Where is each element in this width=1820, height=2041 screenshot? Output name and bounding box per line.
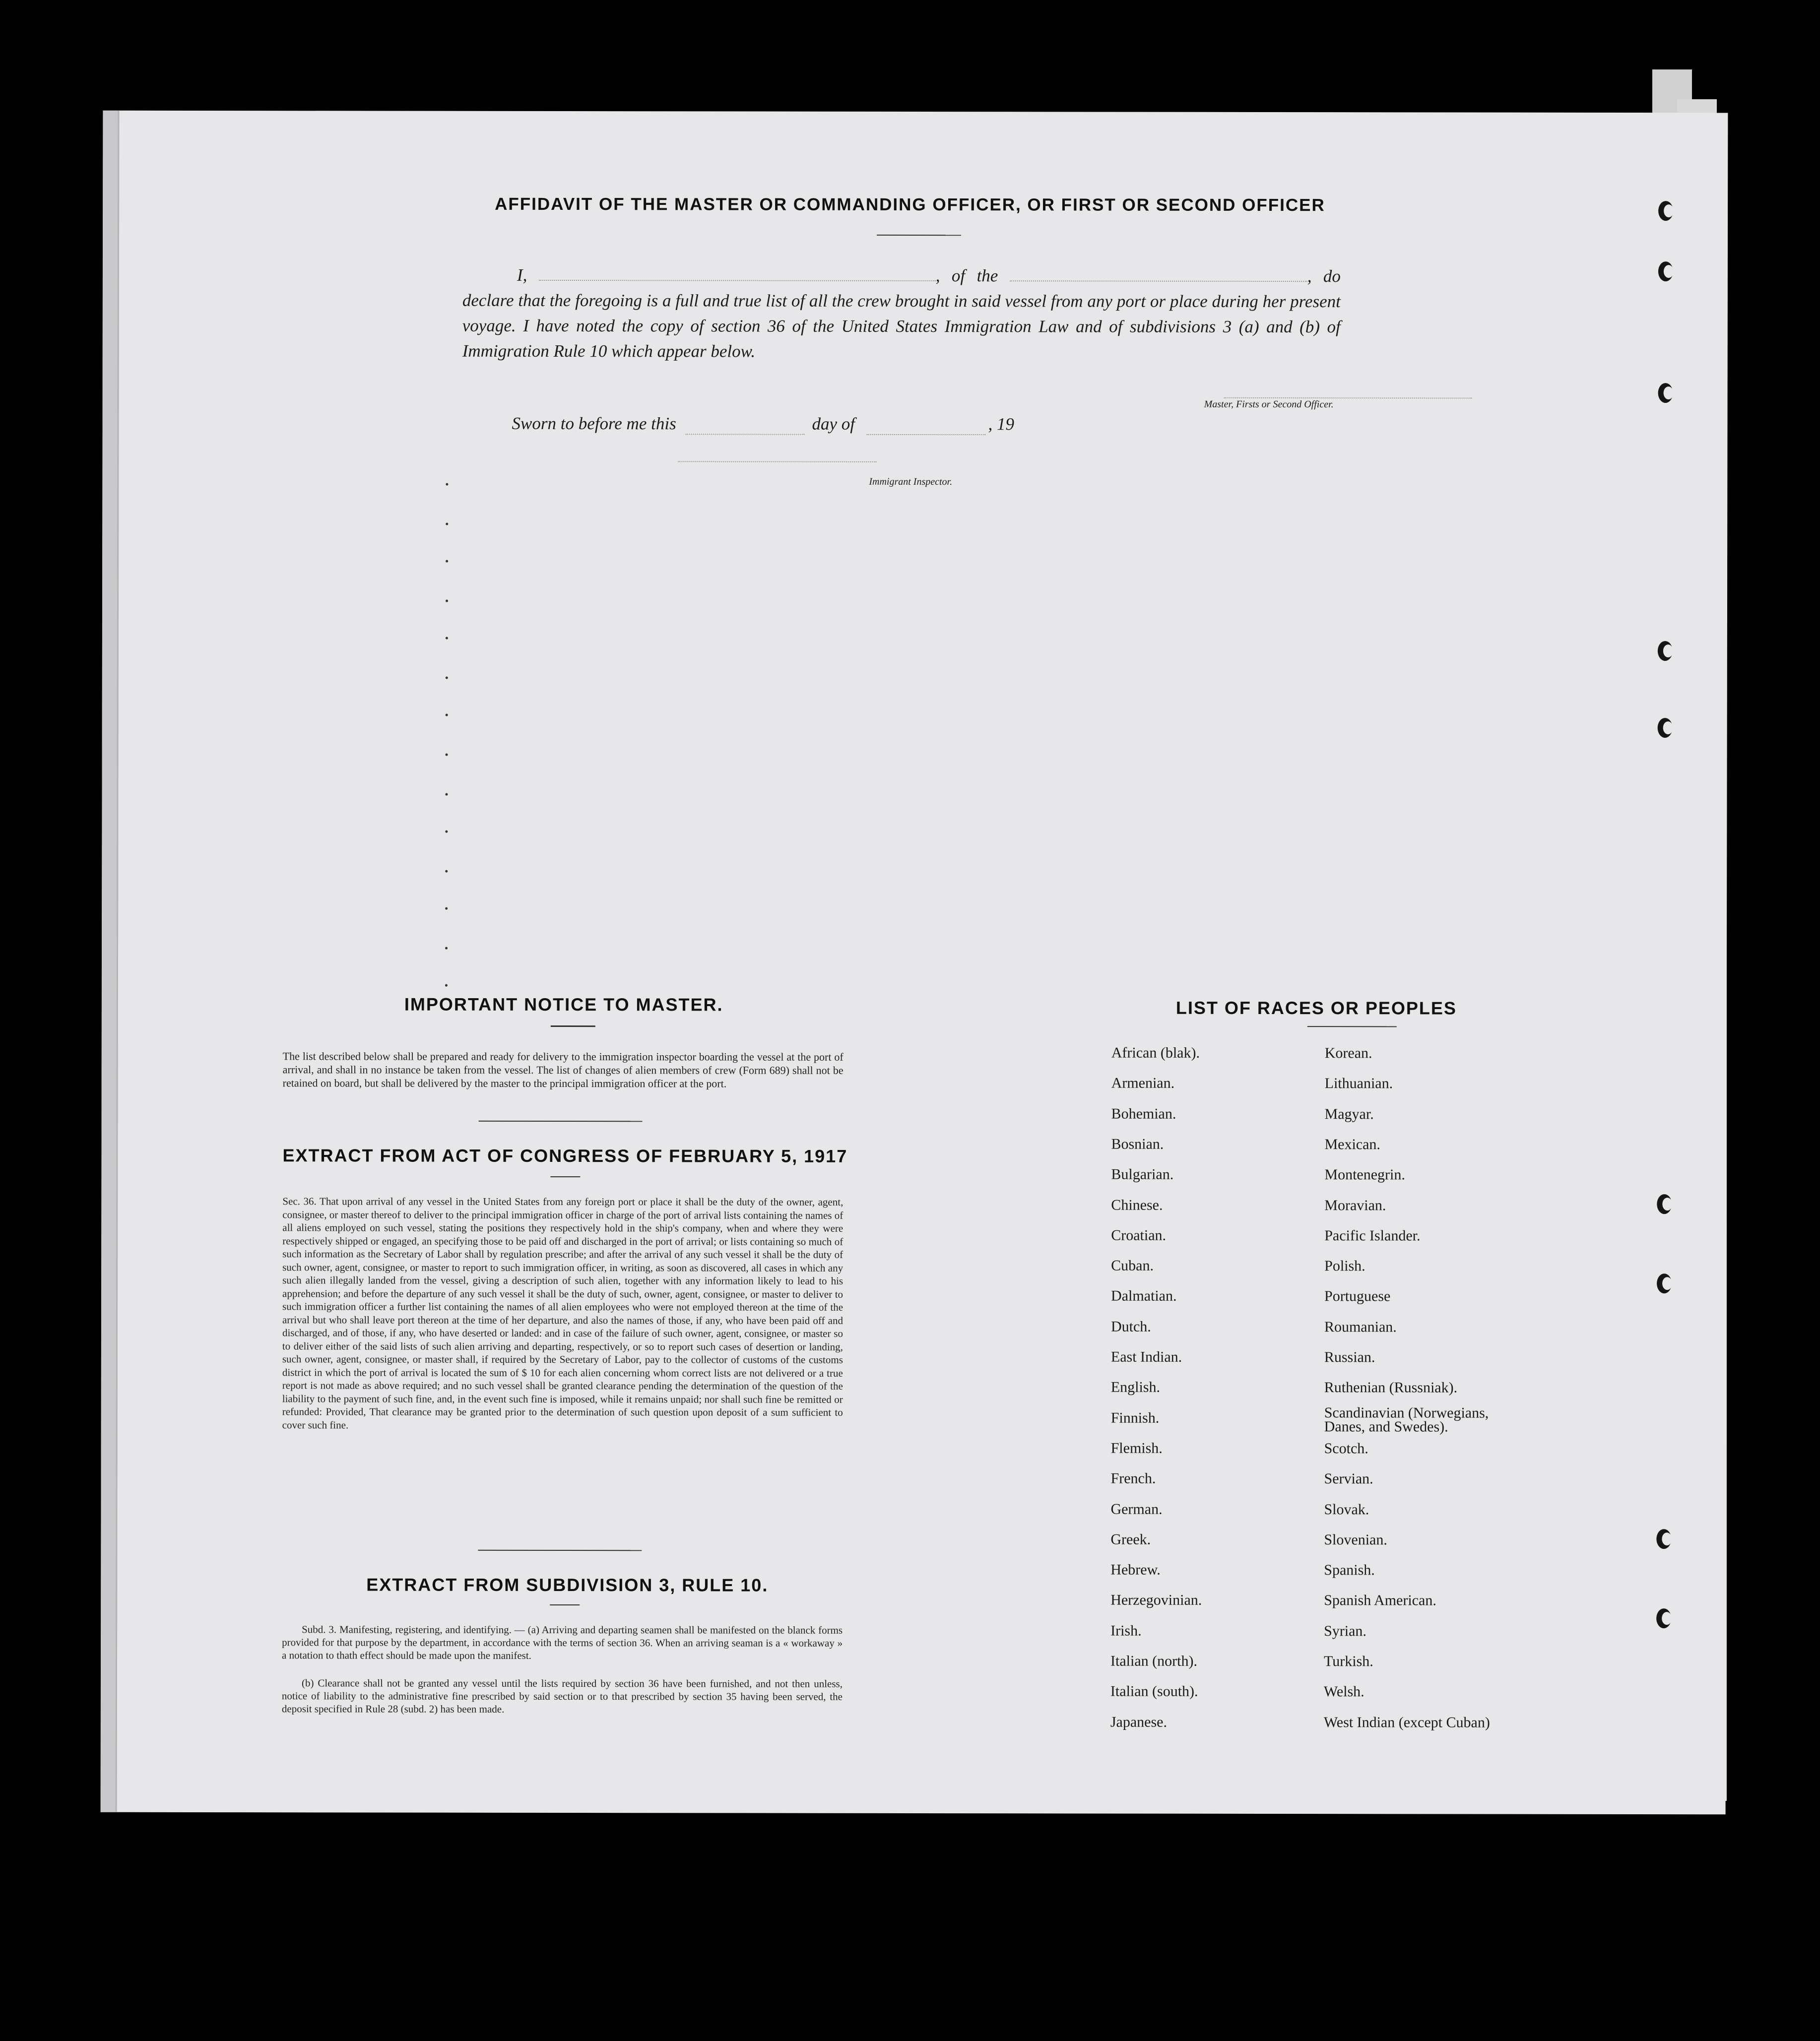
section-divider xyxy=(479,1121,643,1122)
declaration-of-the: , of the xyxy=(935,266,998,286)
declaration-i: I, xyxy=(517,265,527,285)
rule-para-b: (b) Clearance shall not be granted any vessel until the lists required by section 36 have been furnished, and not then unless, notice of liability to the administrative fine prescribed by said section or to that prescribed by section 35 having been served, the deposit specified in Rule 28 (subd. 2) has been made. xyxy=(281,1677,843,1715)
binder-hole xyxy=(1658,261,1673,281)
race-item: Welsh. xyxy=(1323,1683,1365,1700)
binder-hole xyxy=(1658,641,1673,661)
race-item: Bosnian. xyxy=(1111,1136,1164,1152)
race-item: Dutch. xyxy=(1110,1318,1151,1335)
race-item: Scotch. xyxy=(1324,1440,1368,1457)
notice-text: The list described below shall be prepared and ready for delivery to the immigration inspector boarding the vessel at the port of arrival, and shall in no instance be taken from the vessel. The list of changes of alien members of crew (Form 689) shall not be retained on board, but shall be delivered by the master to the principal immigration officer at the port. xyxy=(282,1050,844,1090)
race-item: German. xyxy=(1110,1501,1163,1518)
race-item: Ruthenian (Russniak). xyxy=(1324,1379,1458,1396)
sworn-day-blank xyxy=(685,419,804,435)
race-item: Russian. xyxy=(1324,1349,1375,1366)
race-item: Slovak. xyxy=(1324,1501,1369,1518)
race-item: Irish. xyxy=(1110,1622,1142,1639)
binder-hole xyxy=(1658,201,1673,221)
race-item: Bulgarian. xyxy=(1111,1166,1174,1183)
race-item: Syrian. xyxy=(1324,1622,1366,1639)
binding-edge xyxy=(101,111,120,1812)
race-item: Bohemian. xyxy=(1111,1105,1176,1122)
race-item: Dalmatian. xyxy=(1111,1287,1177,1305)
race-item: Pacific Islander. xyxy=(1324,1227,1421,1244)
race-item: Roumanian. xyxy=(1324,1318,1397,1336)
declaration-body: , do declare that the foregoing is a full and true list of all the crew brought in said vessel from any port or place during her present voyage. I have noted the copy of section 36 of the United States Immigration Law and of subdivisions 3 (a) and (b) of Immigration Rule 10 which appear below. xyxy=(462,266,1341,361)
binder-hole xyxy=(1658,718,1673,738)
race-item: African (blak). xyxy=(1111,1044,1200,1061)
signature-line xyxy=(1224,383,1472,399)
sworn-prefix: Sworn to before me this xyxy=(512,413,676,434)
race-item: Italian (north). xyxy=(1110,1653,1197,1669)
race-item: Turkish. xyxy=(1324,1653,1373,1670)
race-item: West Indian (except Cuban) xyxy=(1323,1714,1490,1731)
binder-hole xyxy=(1656,1608,1671,1628)
binder-hole xyxy=(1656,1529,1671,1549)
race-item: French. xyxy=(1110,1470,1156,1487)
race-item: English. xyxy=(1110,1379,1160,1396)
notice-ornament xyxy=(551,1025,595,1027)
race-item: Korean. xyxy=(1324,1045,1372,1062)
race-item: Scandinavian (Norwegians, Danes, and Swedes). xyxy=(1324,1404,1489,1435)
title-divider xyxy=(877,235,961,236)
affidavit-declaration xyxy=(462,262,1341,365)
race-item: Herzegovinian. xyxy=(1110,1592,1202,1609)
race-item: Flemish. xyxy=(1110,1440,1163,1457)
rule-ornament xyxy=(550,1604,580,1605)
signature-caption: Master, Firsts or Second Officer. xyxy=(1204,398,1334,410)
race-item: East Indian. xyxy=(1110,1348,1182,1365)
race-item: Servian. xyxy=(1324,1470,1373,1487)
race-item: Polish. xyxy=(1324,1258,1365,1275)
section-divider xyxy=(478,1550,642,1551)
race-item: Spanish. xyxy=(1324,1562,1375,1579)
race-item: Montenegrin. xyxy=(1324,1166,1405,1183)
sworn-year: , 19 xyxy=(988,414,1015,434)
notice-title: IMPORTANT NOTICE TO MASTER. xyxy=(404,994,723,1015)
race-item: Lithuanian. xyxy=(1324,1075,1393,1092)
race-item: Greek. xyxy=(1110,1531,1151,1548)
race-item: Croatian. xyxy=(1111,1227,1167,1244)
inspector-caption: Immigrant Inspector. xyxy=(869,476,953,488)
race-item: Japanese. xyxy=(1110,1714,1168,1730)
vessel-blank xyxy=(1010,265,1307,282)
race-item: Finnish. xyxy=(1110,1409,1160,1426)
binder-hole xyxy=(1657,1274,1672,1293)
act-text: Sec. 36. That upon arrival of any vessel in the United States from any foreign port or place it shall be the duty of the owner, agent, consignee, or master thereof to deliver to the principal immigration officer in charge of the port of arrival lists containing the names of all aliens employed on such vessel, stating the positions they respectively hold in the ship's company, when and where they were respectively shipped or engaged, an specifying those to be paid off and discharged in the port of arrival; or lists containing so much of such information as the Secretary of Labor shall by regulation prescribe; and after the arrival of any such vessel it shall be the duty of such owner, agent, consignee, or master to report to such immigration officer, in writing, as soon as discovered, all cases in which any such alien illegally landed from the vessel, giving a description of such alien, together with any information likely to lead to his apprehension; and before the departure of any such vessel it shall be the duty of such, owner, agent, consignee, or master to deliver to such immigration officer a further list containing the names of all alien employees who were not employed thereon at the time of the arrival but who shall leave port thereon at the time of her departure, and also the names of those, if any, who have been paid off and discharged, and of those, if any, who have deserted or landed: and in case of the failure of such owner, agent, consignee, or master so to deliver either of the said lists of such alien arriving and departing, respectively, or so to report such cases of desertion or landing, such owner, agent, consignee, or master shall, if required by the Secretary of Labor, pay to the collector of customs of the customs district in which the port of arrival is located the sum of $ 10 for each alien concerning whom correct lists are not delivered or a true report is not made as above required; and no such vessel shall be granted clearance pending the determination of the question of the liability to the payment of such fine, and, in the event such fine is imposed, while it remains unpaid; nor shall such fine be remitted or refunded: Provided, That clearance may be granted prior to the determination of such question upon deposit of a sum sufficient to cover such fine. xyxy=(282,1195,844,1431)
act-title: EXTRACT FROM ACT OF CONGRESS OF FEBRUARY 5, 1917 xyxy=(282,1145,848,1166)
races-title: LIST OF RACES OR PEOPLES xyxy=(1175,997,1457,1019)
race-item: Magyar. xyxy=(1324,1105,1374,1122)
race-item: Armenian. xyxy=(1111,1075,1175,1092)
binder-hole xyxy=(1657,1194,1672,1214)
inspector-signature-line xyxy=(678,446,876,462)
sworn-month-blank xyxy=(866,419,985,435)
binder-hole xyxy=(1658,383,1673,403)
races-divider xyxy=(1307,1026,1397,1027)
race-item: Slovenian. xyxy=(1324,1531,1387,1548)
document-page xyxy=(101,111,1728,1815)
act-ornament xyxy=(550,1176,580,1177)
rule-para-a: Subd. 3. Manifesting, registering, and identifying. — (a) Arriving and departing seamen shall be manifested on the blanck forms provided for that purpose by the department, in accordance with the terms of section 36. When an arriving seaman is a « workaway » a notation to thath effect should be made upon the manifest. xyxy=(282,1623,843,1661)
affidavit-title: AFFIDAVIT OF THE MASTER OR COMMANDING OFFICER, OR FIRST OR SECOND OFFICER xyxy=(495,194,1325,215)
race-item: Cuban. xyxy=(1111,1257,1154,1274)
rule-title: EXTRACT FROM SUBDIVISION 3, RULE 10. xyxy=(366,1574,769,1595)
race-item: Mexican. xyxy=(1324,1136,1380,1153)
race-item: Moravian. xyxy=(1324,1197,1386,1213)
race-item: Chinese. xyxy=(1111,1197,1163,1213)
race-item: Portuguese xyxy=(1324,1288,1391,1305)
race-item: Italian (south). xyxy=(1110,1683,1198,1700)
race-item: Hebrew. xyxy=(1110,1561,1161,1578)
name-blank xyxy=(539,265,936,281)
race-item: Spanish American. xyxy=(1324,1592,1436,1609)
sworn-day-label: day of xyxy=(812,414,855,434)
